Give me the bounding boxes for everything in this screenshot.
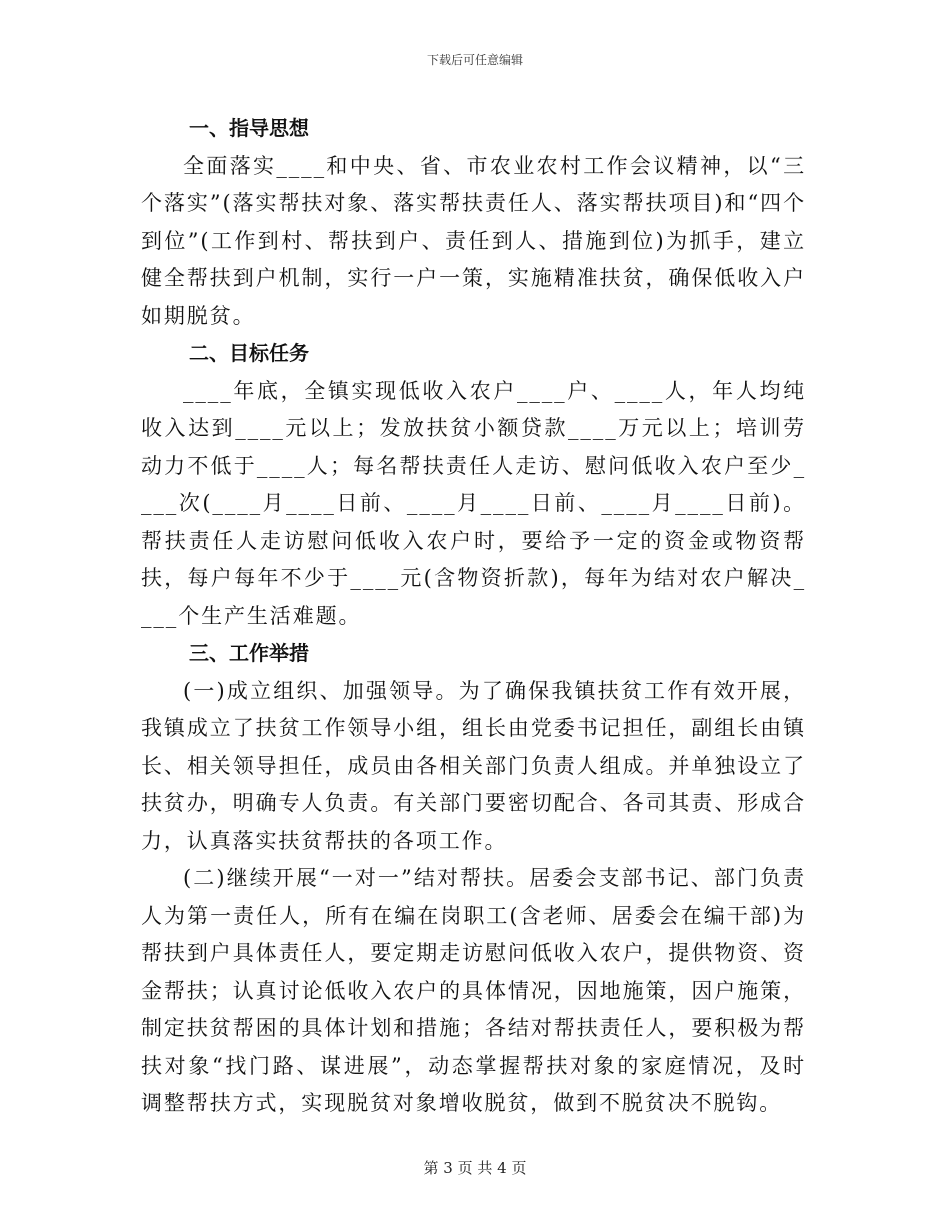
paragraph-guiding-ideology: 全面落实____和中央、省、市农业农村工作会议精神，以“三个落实”(落实帮扶对象、落实帮扶责任人、落实帮扶项目)和“四个到位”(工作到村、帮扶到户、责任到人、措施到位)为抓手，建立健全帮扶到户机制，实行一户一策，实施精准扶贫，确保低收入户如期脱贫。 bbox=[141, 153, 806, 328]
section-heading-goals: 二、目标任务 bbox=[189, 341, 309, 365]
section-heading-measures: 三、工作举措 bbox=[189, 641, 309, 665]
section-heading-guiding-ideology: 一、指导思想 bbox=[189, 116, 309, 140]
page-number-footer: 第 3 页 共 4 页 bbox=[423, 1159, 527, 1177]
paragraph-measure-1: (一)成立组织、加强领导。为了确保我镇扶贫工作有效开展，我镇成立了扶贫工作领导小组，组长由党委书记担任，副组长由镇长、相关领导担任，成员由各相关部门负责人组成。并单独设立了扶贫办，明确专人负责。有关部门要密切配合、各司其责、形成合力，认真落实扶贫帮扶的各项工作。 bbox=[141, 678, 806, 853]
page-header-note: 下载后可任意编辑 bbox=[426, 53, 523, 67]
document-body bbox=[141, 110, 806, 1123]
paragraph-measure-2: (二)继续开展“一对一”结对帮扶。居委会支部书记、部门负责人为第一责任人，所有在编在岗职工(含老师、居委会在编干部)为帮扶到户具体责任人，要定期走访慰问低收入农户，提供物资、资金帮扶；认真讨论低收入农户的具体情况，因地施策，因户施策，制定扶贫帮困的具体计划和措施；各结对帮扶责任人，要积极为帮扶对象“找门路、谋进展”，动态掌握帮扶对象的家庭情况，及时调整帮扶方式，实现脱贫对象增收脱贫，做到不脱贫决不脱钩。 bbox=[141, 866, 806, 1115]
paragraph-goals: ____年底，全镇实现低收入农户____户、____人，年人均纯收入达到____元以上；发放扶贫小额贷款____万元以上；培训劳动力不低于____人；每名帮扶责任人走访、慰问低收入农户至少____次(____月____日前、____月____日前、____月____日前)。帮扶责任人走访慰问低收入农户时，要给予一定的资金或物资帮扶，每户每年不少于____元(含物资折款)，每年为结对农户解决____个生产生活难题。 bbox=[141, 378, 806, 628]
